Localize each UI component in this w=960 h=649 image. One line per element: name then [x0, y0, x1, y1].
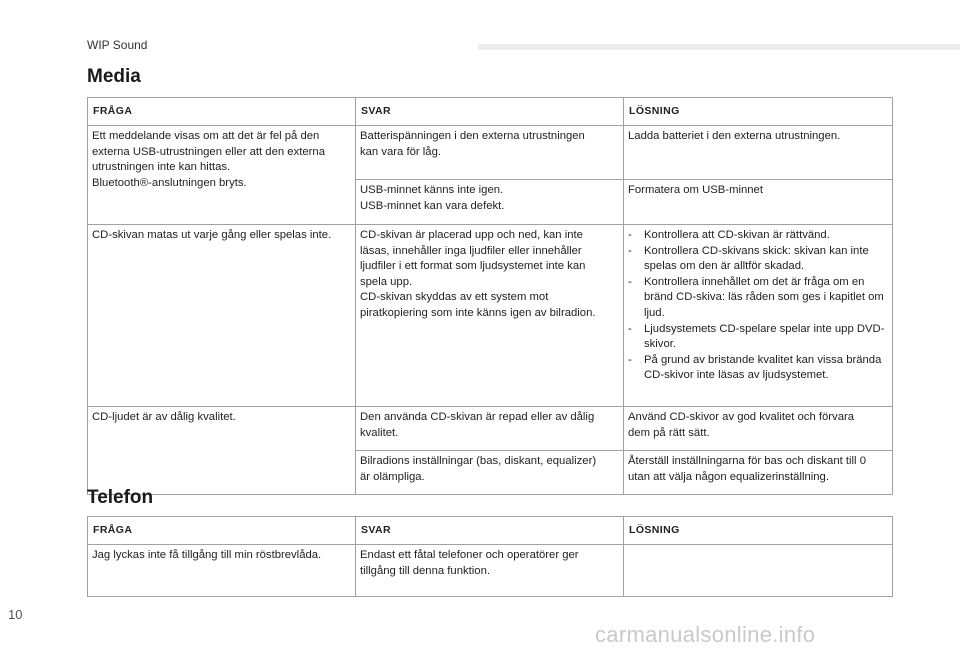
question-cell: [88, 545, 356, 597]
solution-list-item: - Kontrollera CD-skivans skick: skivan kan inte spelas om den är alltför skadad.: [628, 244, 888, 275]
column-header-answer: SVAR: [356, 517, 624, 545]
question-text: Bluetooth®-anslutningen bryts.: [92, 176, 247, 189]
answer-cell: [356, 407, 624, 451]
solution-text: Använd CD-skivor av god kvalitet och förvara: [628, 411, 855, 423]
answer-text: kan vara för låg.: [360, 145, 442, 158]
question-cell: [88, 407, 356, 495]
solution-cell: [624, 126, 893, 180]
answer-text: kvalitet.: [360, 426, 399, 439]
solution-cell: [624, 225, 893, 407]
answer-cell: [356, 126, 624, 180]
solution-text: utan att välja någon equalizerinställning.: [628, 470, 829, 483]
table-row: [88, 126, 893, 180]
column-header-solution: LÖSNING: [624, 517, 893, 545]
watermark: carmanualsonline.info: [595, 622, 816, 647]
header-divider: [478, 44, 960, 50]
answer-text: CD-skivan skyddas av ett system mot: [360, 291, 549, 304]
question-text: CD-skivan matas ut varje gång eller spelas inte.: [92, 229, 332, 241]
question-text: utrustningen inte kan hittas.: [92, 161, 231, 174]
section-label: WIP Sound: [87, 38, 148, 52]
answer-text: CD-skivan är placerad upp och ned, kan inte: [360, 229, 583, 241]
question-text: Jag lyckas inte få tillgång till min röstbrevlåda.: [92, 549, 322, 561]
answer-text: piratkopiering som inte känns igen av bilradion.: [360, 306, 596, 319]
solution-text: Ladda batteriet i den externa utrustningen.: [628, 130, 841, 142]
answer-text: USB-minnet kan vara defekt.: [360, 199, 505, 212]
answer-text: är olämpliga.: [360, 470, 425, 483]
solution-list-item: - På grund av bristande kvalitet kan vissa brända CD-skivor inte läsas av ljudsystemet.: [628, 353, 888, 384]
question-text: CD-ljudet är av dålig kvalitet.: [92, 411, 236, 423]
question-cell: [88, 225, 356, 407]
answer-text: Batterispänningen i den externa utrustningen: [360, 130, 585, 142]
table-row: [88, 407, 893, 451]
question-text: Ett meddelande visas om att det är fel på den: [92, 130, 320, 142]
answer-text: läsas, innehåller inga ljudfiler eller innehåller: [360, 244, 582, 257]
media-faq-table: [87, 97, 893, 495]
answer-text: Bilradions inställningar (bas, diskant, equalizer): [360, 455, 597, 467]
page-number: 10: [8, 607, 23, 622]
solution-list-item: - Kontrollera att CD-skivan är rättvänd.: [628, 228, 888, 244]
table-row: [88, 545, 893, 597]
column-header-question: FRÅGA: [88, 517, 356, 545]
solution-text: Återställ inställningarna för bas och diskant till 0: [628, 455, 866, 467]
column-header-question: FRÅGA: [88, 98, 356, 126]
answer-text: tillgång till denna funktion.: [360, 564, 491, 577]
solution-list: [628, 228, 888, 384]
solution-cell: [624, 407, 893, 451]
solution-list-item: - Ljudsystemets CD-spelare spelar inte upp DVD-skivor.: [628, 322, 888, 353]
question-text: externa USB-utrustningen eller att den externa: [92, 145, 325, 158]
column-header-answer: SVAR: [356, 98, 624, 126]
answer-text: USB-minnet känns inte igen.: [360, 184, 504, 196]
answer-text: ljudfiler i ett format som ljudsystemet inte kan: [360, 260, 586, 273]
answer-cell: [356, 180, 624, 225]
column-header-solution: LÖSNING: [624, 98, 893, 126]
answer-cell: [356, 545, 624, 597]
telefon-section-title: Telefon: [87, 487, 154, 508]
solution-cell: [624, 545, 893, 597]
answer-text: Den använda CD-skivan är repad eller av dålig: [360, 411, 595, 423]
solution-text: dem på rätt sätt.: [628, 426, 710, 439]
answer-text: spela upp.: [360, 275, 413, 288]
solution-text: Formatera om USB-minnet: [628, 184, 763, 196]
table-row: [88, 225, 893, 407]
solution-cell: [624, 180, 893, 225]
answer-cell: [356, 451, 624, 495]
table-header-row: [88, 517, 893, 545]
telefon-faq-table: [87, 516, 893, 597]
question-cell: [88, 126, 356, 225]
answer-text: Endast ett fåtal telefoner och operatörer ger: [360, 549, 579, 561]
solution-list-item: - Kontrollera innehållet om det är fråga om en bränd CD-skiva: läs råden som ges i kapitlet om ljud.: [628, 275, 888, 322]
answer-cell: [356, 225, 624, 407]
table-header-row: [88, 98, 893, 126]
media-section-title: Media: [87, 66, 141, 87]
solution-cell: [624, 451, 893, 495]
